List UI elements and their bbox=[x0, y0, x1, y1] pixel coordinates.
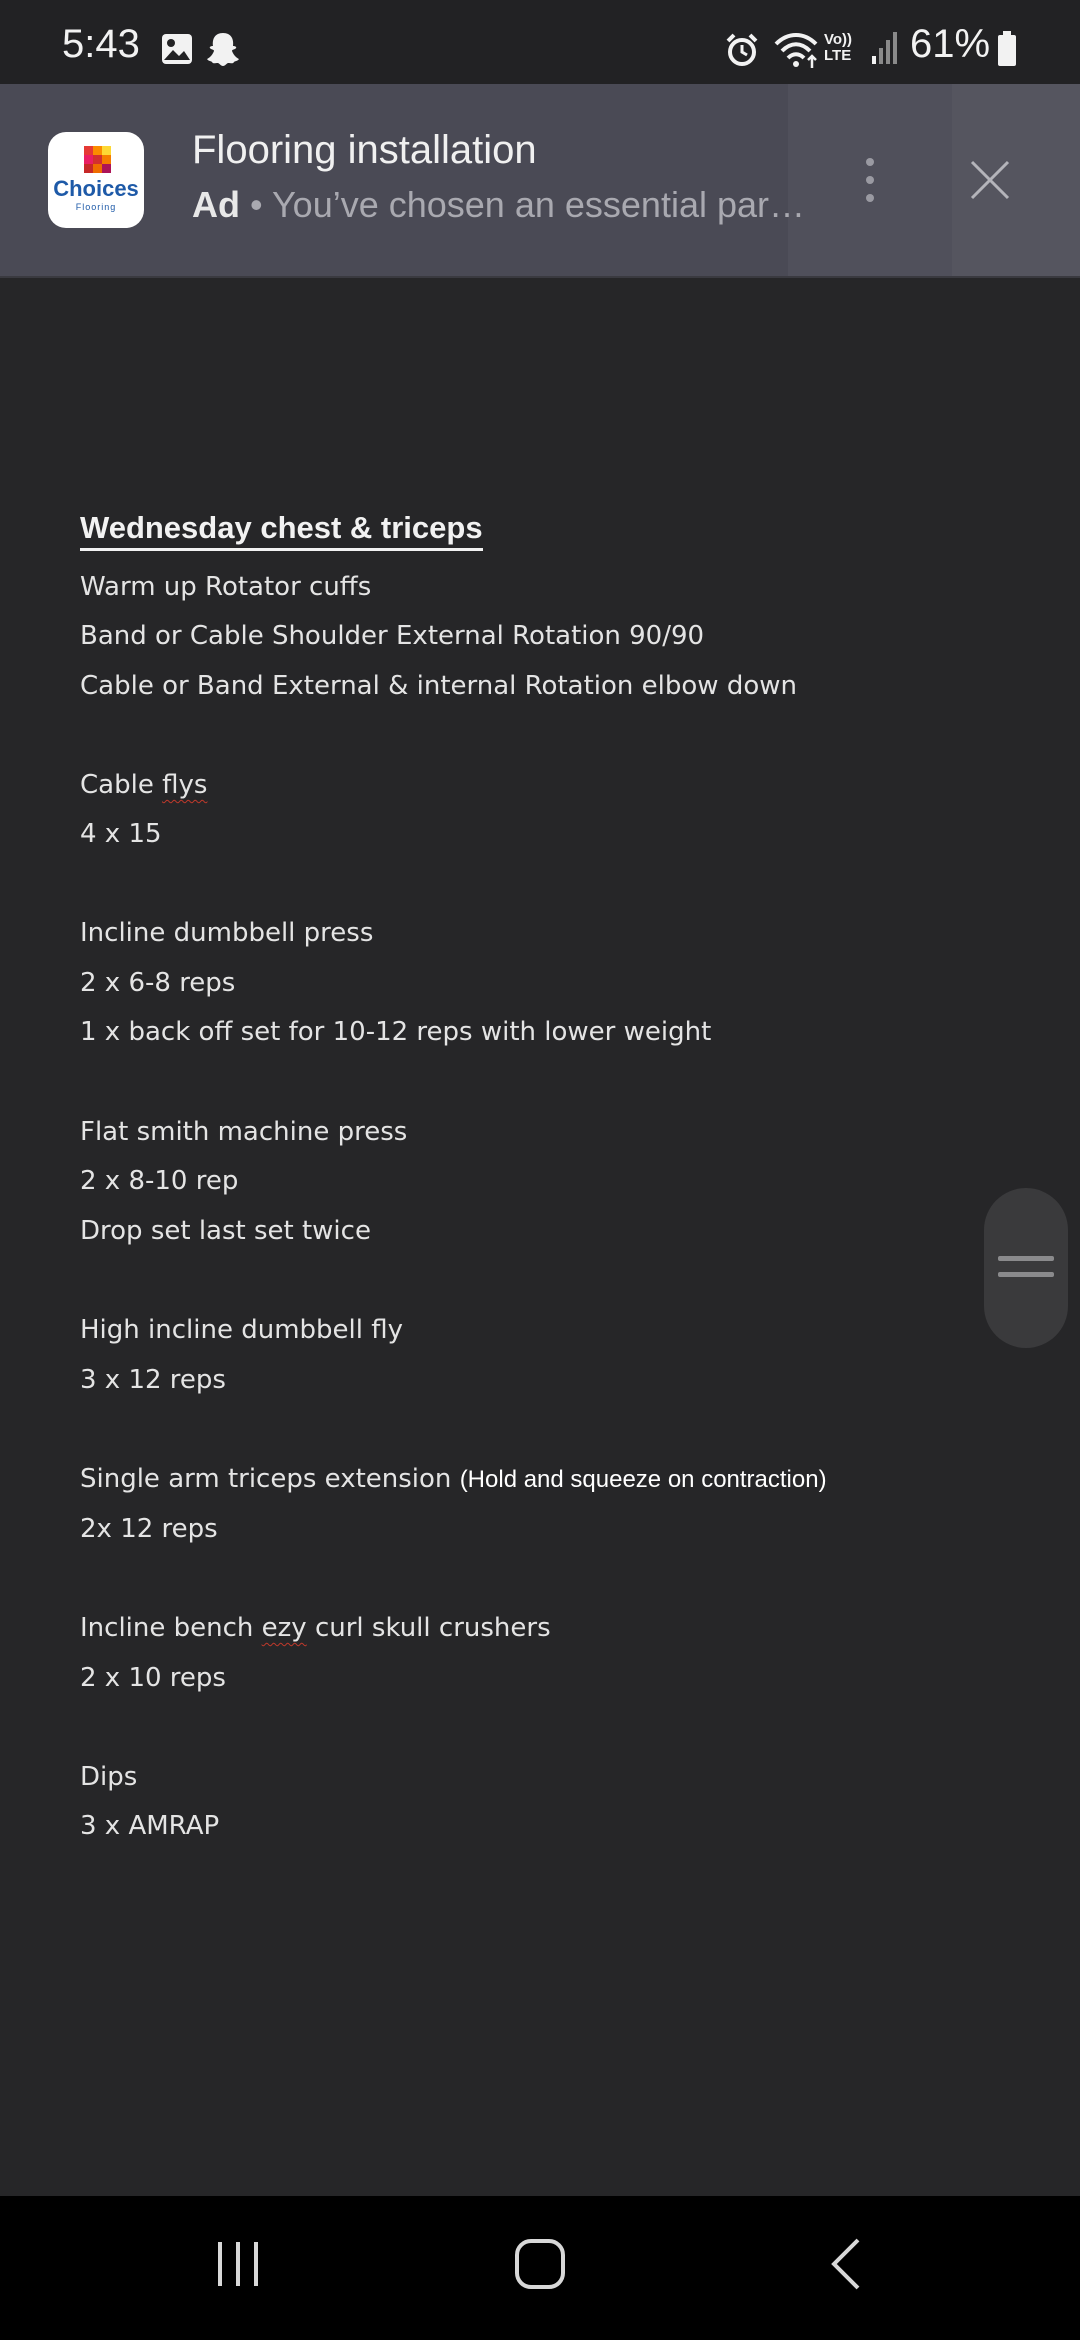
status-time: 5:43 bbox=[62, 22, 140, 66]
ad-logo-mark bbox=[84, 146, 111, 173]
close-icon[interactable] bbox=[968, 158, 1012, 202]
doc-line: 2 x 6-8 reps bbox=[80, 968, 236, 998]
doc-line: 1 x back off set for 10-12 reps with lower weight bbox=[80, 1017, 712, 1047]
doc-line: 2 x 10 reps bbox=[80, 1663, 226, 1693]
image-icon bbox=[160, 32, 194, 66]
scroll-handle-grip bbox=[998, 1256, 1054, 1261]
ad-separator: • bbox=[240, 184, 272, 225]
battery-percentage: 61% bbox=[910, 22, 991, 66]
spellcheck-word[interactable]: ezy bbox=[261, 1613, 307, 1643]
doc-line: 4 x 15 bbox=[80, 819, 162, 849]
cable-word: Cable bbox=[80, 770, 163, 800]
doc-line: 3 x 12 reps bbox=[80, 1365, 226, 1395]
ad-description-text: You’ve chosen an essential par… bbox=[271, 184, 805, 225]
more-options-icon[interactable] bbox=[854, 156, 886, 204]
doc-line: Dips bbox=[80, 1762, 138, 1792]
home-icon[interactable] bbox=[512, 2236, 568, 2292]
skull-prefix: Incline bench bbox=[80, 1613, 262, 1643]
navigation-bar bbox=[0, 2196, 1080, 2340]
ad-description[interactable] bbox=[192, 184, 805, 226]
alarm-icon bbox=[724, 32, 760, 68]
doc-line bbox=[80, 1613, 551, 1643]
ad-badge: Ad bbox=[192, 184, 240, 225]
doc-line: Band or Cable Shoulder External Rotation 90/90 bbox=[80, 621, 705, 651]
volte-icon: Vo)) LTE bbox=[824, 31, 853, 64]
ad-title[interactable]: Flooring installation bbox=[192, 128, 537, 172]
scroll-handle-grip bbox=[998, 1272, 1054, 1277]
back-icon[interactable] bbox=[820, 2236, 876, 2292]
triceps-exercise: Single arm triceps extension bbox=[80, 1464, 452, 1494]
doc-line: Drop set last set twice bbox=[80, 1216, 371, 1246]
battery-icon bbox=[996, 30, 1018, 68]
doc-line: Warm up Rotator cuffs bbox=[80, 572, 372, 602]
ad-logo-text: Choices bbox=[53, 176, 139, 201]
doc-line: 2x 12 reps bbox=[80, 1514, 218, 1544]
wifi-icon bbox=[772, 30, 820, 70]
signal-icon bbox=[870, 30, 900, 66]
ad-banner[interactable] bbox=[0, 84, 1080, 278]
snapchat-icon bbox=[204, 30, 242, 68]
doc-line: 2 x 8-10 rep bbox=[80, 1166, 239, 1196]
doc-line: 3 x AMRAP bbox=[80, 1811, 220, 1841]
scroll-handle[interactable] bbox=[984, 1188, 1068, 1348]
ad-logo[interactable] bbox=[48, 132, 144, 228]
skull-suffix: curl skull crushers bbox=[306, 1613, 551, 1643]
doc-line bbox=[80, 1464, 827, 1494]
status-bar bbox=[0, 0, 1080, 84]
spellcheck-word[interactable]: flys bbox=[162, 770, 208, 800]
ad-logo-subtext: Flooring bbox=[75, 202, 117, 212]
doc-line: Incline dumbbell press bbox=[80, 918, 374, 948]
doc-line: Flat smith machine press bbox=[80, 1117, 408, 1147]
doc-line bbox=[80, 770, 207, 800]
document-title: Wednesday chest & triceps bbox=[80, 510, 483, 551]
triceps-note: (Hold and squeeze on contraction) bbox=[459, 1466, 827, 1493]
recent-apps-icon[interactable] bbox=[210, 2236, 266, 2292]
doc-line: High incline dumbbell fly bbox=[80, 1315, 403, 1345]
doc-line: Cable or Band External & internal Rotation elbow down bbox=[80, 671, 797, 701]
